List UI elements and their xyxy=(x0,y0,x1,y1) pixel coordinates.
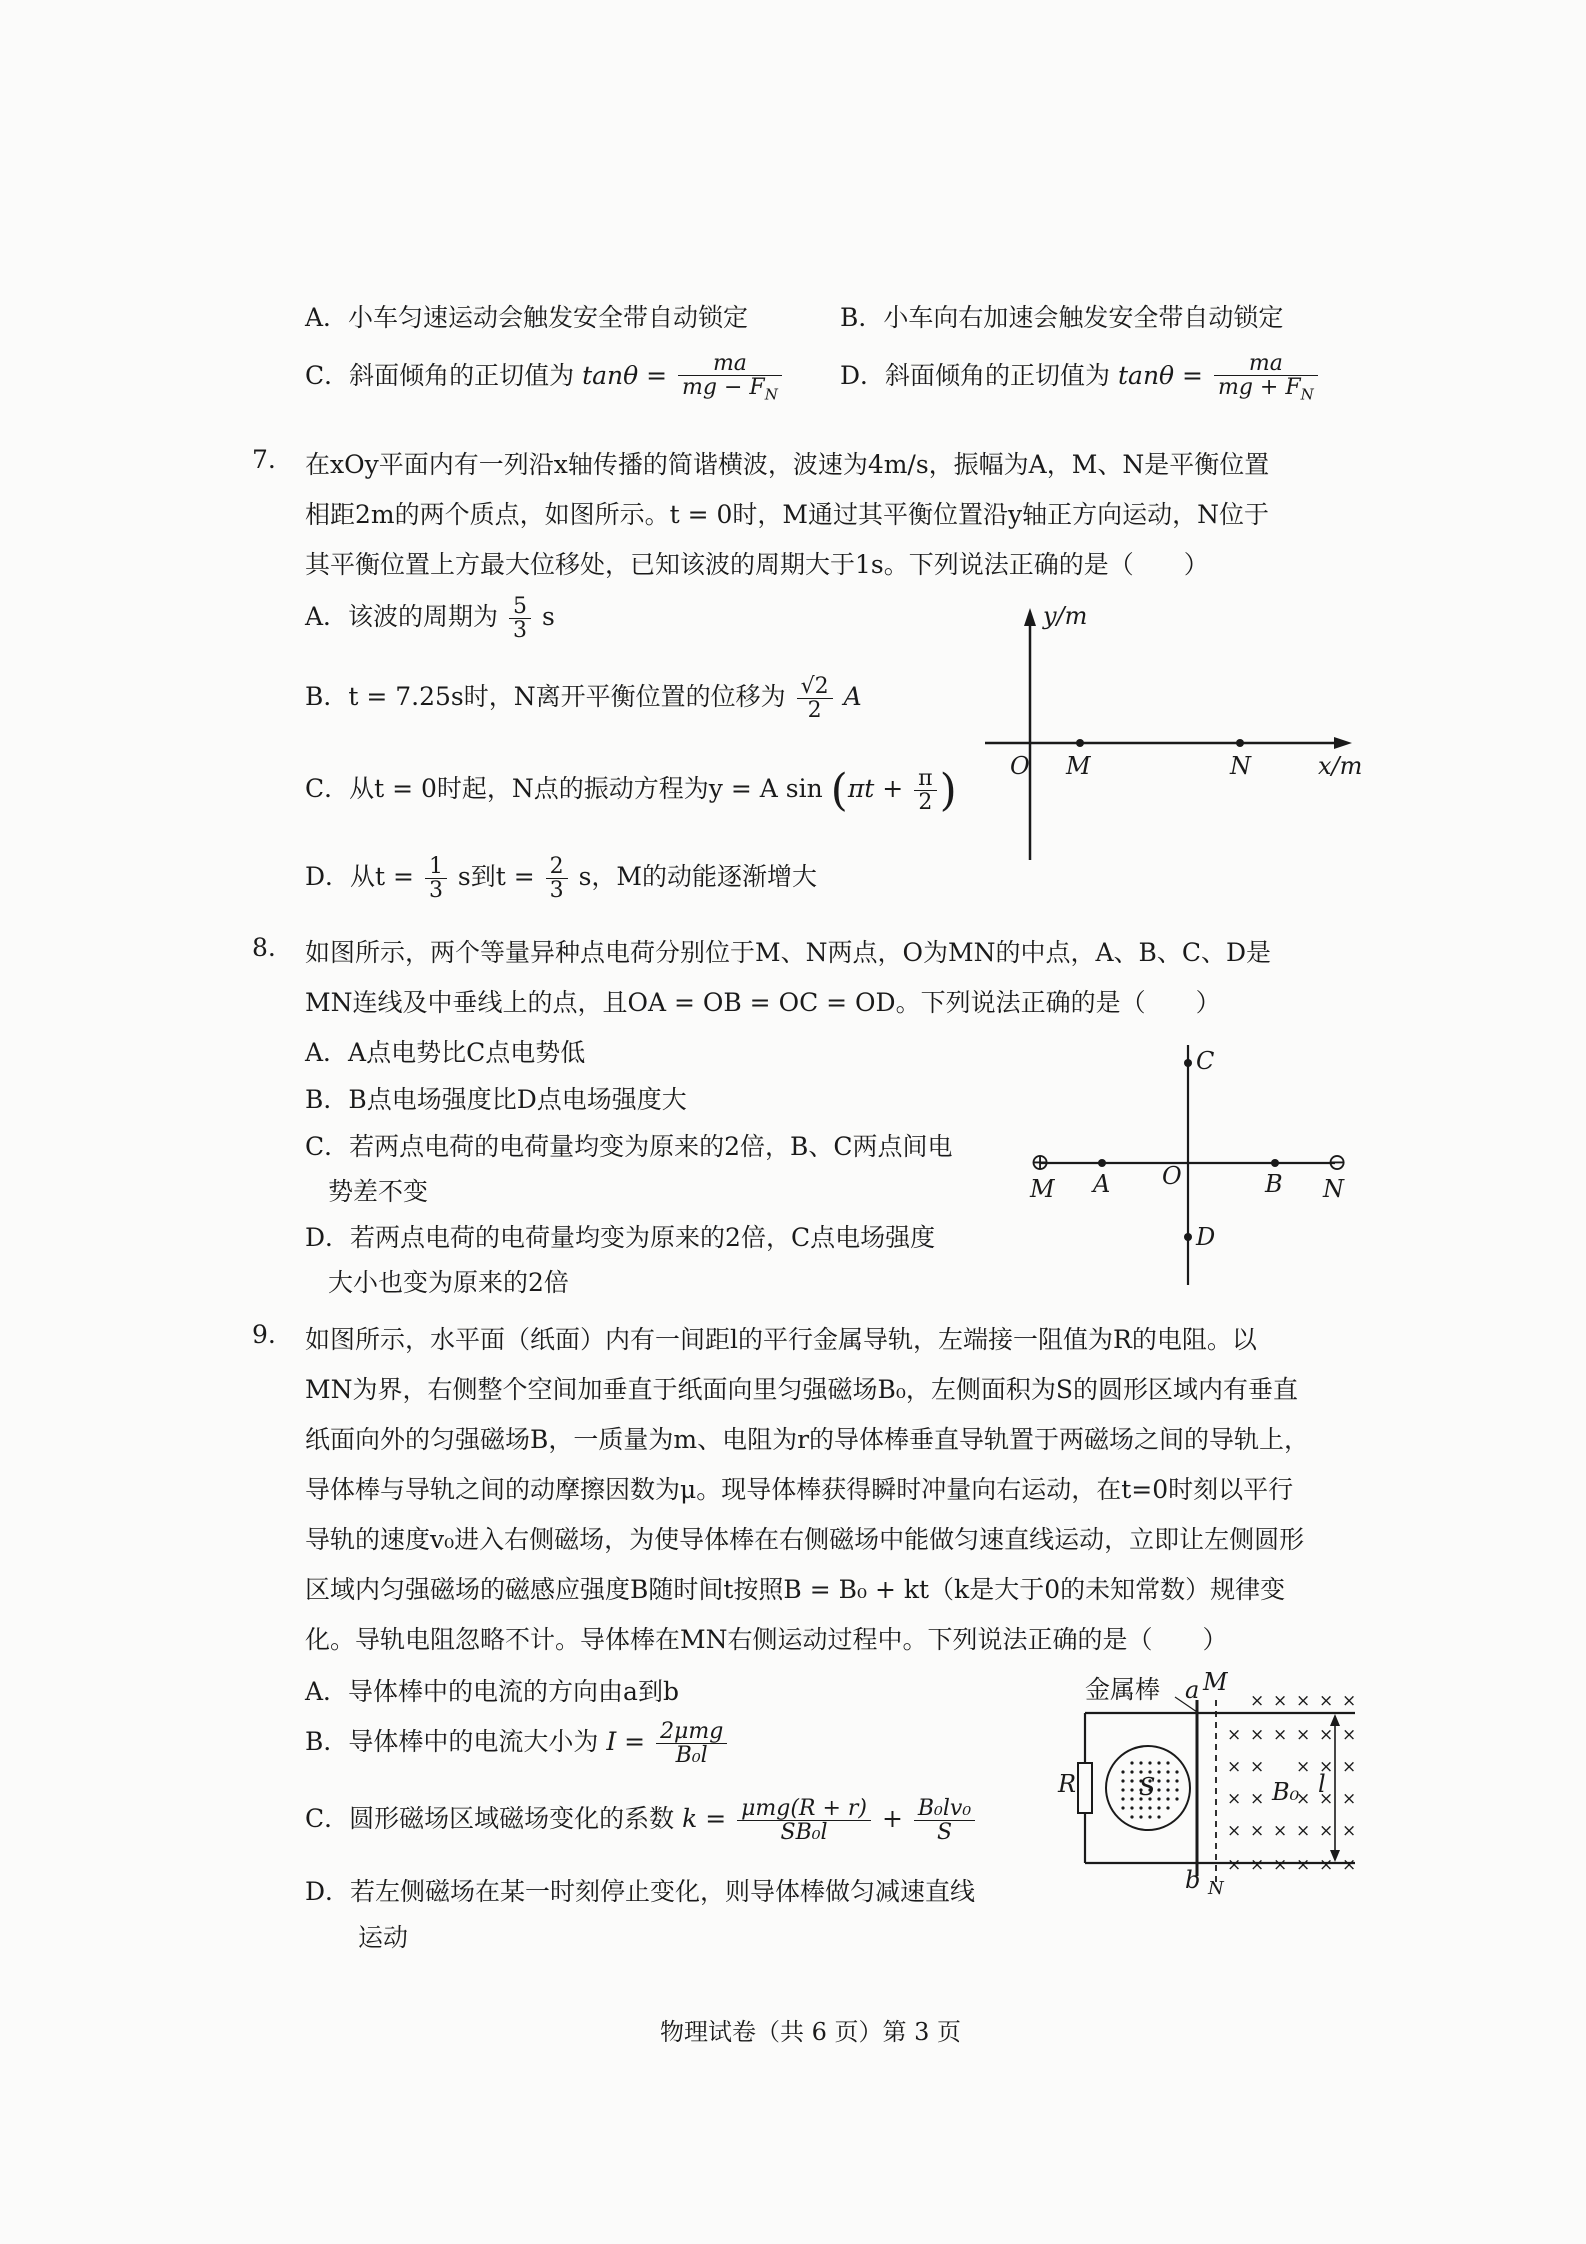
q7-d-den1: 3 xyxy=(428,878,443,904)
q7-x-label: x/m xyxy=(1318,752,1363,780)
q6-d-text: D．斜面倾角的正切值为 xyxy=(840,361,1111,391)
field-dot xyxy=(1130,1797,1133,1800)
q9-r-label: R xyxy=(1058,1770,1077,1798)
field-cross: × xyxy=(1273,1725,1288,1745)
q8-d-label: D xyxy=(1196,1223,1216,1251)
q8-stem-line-2: MN连线及中垂线上的点，且OA = OB = OC = OD。下列说法正确的是（ ） xyxy=(305,988,1221,1017)
q7-c-num: π xyxy=(914,767,936,791)
q7-stem-line-2: 相距2m的两个质点，如图所示。t = 0时，M通过其平衡位置沿y轴正方向运动，N位于 xyxy=(305,500,1270,529)
q7-n-label: N xyxy=(1230,752,1251,780)
field-cross: × xyxy=(1227,1855,1242,1875)
q9-c-lhs: k = xyxy=(682,1804,727,1834)
field-cross: × xyxy=(1296,1725,1311,1745)
q7-number: 7. xyxy=(252,445,276,474)
q6-c-num: ma xyxy=(678,352,782,376)
q7-a-text: A．该波的周期为 xyxy=(305,602,499,632)
field-cross: × xyxy=(1319,1789,1334,1809)
field-cross: × xyxy=(1227,1757,1242,1777)
field-dot xyxy=(1166,1761,1169,1764)
field-cross: × xyxy=(1250,1691,1265,1711)
field-cross: × xyxy=(1319,1725,1334,1745)
q8-option-c-line-2[interactable]: 势差不变 xyxy=(328,1177,429,1206)
q7-d-num2: 2 xyxy=(546,855,568,879)
q7-c-paren-right: ) xyxy=(939,765,957,816)
field-dot xyxy=(1139,1761,1142,1764)
field-cross: × xyxy=(1296,1855,1311,1875)
q9-c-den2: S xyxy=(936,1820,953,1846)
field-dot xyxy=(1148,1761,1151,1764)
field-dot xyxy=(1130,1815,1133,1818)
field-cross: × xyxy=(1273,1855,1288,1875)
field-cross: × xyxy=(1319,1855,1334,1875)
field-cross: × xyxy=(1342,1725,1357,1745)
field-cross: × xyxy=(1273,1821,1288,1841)
q8-option-d-line-2[interactable]: 大小也变为原来的2倍 xyxy=(328,1268,569,1297)
q7-stem-line-1: 在xOy平面内有一列沿x轴传播的简谐横波，波速为4m/s，振幅为A，M、N是平衡位置 xyxy=(305,450,1270,479)
field-dot xyxy=(1130,1779,1133,1782)
q8-a-label: A xyxy=(1093,1170,1111,1198)
q7-a-unit: s xyxy=(541,602,555,632)
q6-c-lhs: tanθ = xyxy=(582,361,668,391)
q7-d-tail: s，M的动能逐渐增大 xyxy=(578,862,818,892)
field-dot xyxy=(1130,1788,1133,1791)
field-dot xyxy=(1139,1806,1142,1809)
field-dot xyxy=(1121,1788,1124,1791)
q8-minus-charge-icon: ⊖ xyxy=(1327,1148,1348,1176)
field-dot xyxy=(1121,1770,1124,1773)
q9-option-d-line-2[interactable]: 运动 xyxy=(358,1923,409,1952)
page-footer: 物理试卷（共 6 页）第 3 页 xyxy=(660,2018,962,2046)
field-dot xyxy=(1175,1788,1178,1791)
q8-b-label: B xyxy=(1265,1170,1283,1198)
q9-rod-label: 金属棒 xyxy=(1085,1675,1161,1704)
field-cross: × xyxy=(1319,1691,1334,1711)
q7-a-den: 3 xyxy=(513,618,528,644)
field-cross: × xyxy=(1296,1691,1311,1711)
field-cross: × xyxy=(1342,1691,1357,1711)
q9-c-num2: B₀lv₀ xyxy=(914,1797,975,1821)
field-cross: × xyxy=(1227,1789,1242,1809)
field-dot xyxy=(1175,1797,1178,1800)
q8-plus-charge-icon: ⊕ xyxy=(1030,1148,1051,1176)
q8-o-label: O xyxy=(1162,1162,1182,1190)
q8-c-label: C xyxy=(1196,1047,1215,1075)
field-cross: × xyxy=(1273,1691,1288,1711)
field-dot xyxy=(1175,1779,1178,1782)
q9-c-plus: + xyxy=(881,1804,903,1834)
field-dot xyxy=(1139,1815,1142,1818)
q6-d-lhs: tanθ = xyxy=(1118,361,1203,391)
q9-l-label: l xyxy=(1318,1770,1326,1798)
field-cross: × xyxy=(1227,1725,1242,1745)
field-dot xyxy=(1130,1806,1133,1809)
q9-b-den: B₀l xyxy=(675,1743,708,1769)
field-dot xyxy=(1121,1779,1124,1782)
field-dot xyxy=(1130,1770,1133,1773)
field-dot xyxy=(1157,1797,1160,1800)
q9-b-lhs: I = xyxy=(606,1727,646,1757)
q6-d-den-sub: N xyxy=(1300,385,1314,404)
q6-d-den: mg + F xyxy=(1217,375,1301,401)
field-dot xyxy=(1166,1806,1169,1809)
q9-stem-line-5: 导轨的速度v₀进入右侧磁场，为使导体棒在右侧磁场中能做匀速直线运动，立即让左侧圆形 xyxy=(305,1525,1305,1554)
q8-number: 8. xyxy=(252,933,276,962)
q7-c-text: C．从t = 0时起，N点的振动方程为y = A sin xyxy=(305,774,823,803)
field-cross: × xyxy=(1250,1855,1265,1875)
q7-a-num: 5 xyxy=(509,595,531,619)
q6-c-den: mg − F xyxy=(682,375,765,401)
field-cross: × xyxy=(1250,1821,1265,1841)
q9-option-a[interactable]: A．导体棒中的电流的方向由a到b xyxy=(305,1677,679,1706)
field-dot xyxy=(1175,1770,1178,1773)
field-dot xyxy=(1157,1788,1160,1791)
q7-b-den: 2 xyxy=(807,698,822,724)
q9-c-num1: μmg(R + r) xyxy=(737,1797,871,1821)
field-dot xyxy=(1121,1797,1124,1800)
field-cross: × xyxy=(1342,1789,1357,1809)
q8-option-b[interactable]: B．B点电场强度比D点电场强度大 xyxy=(305,1085,687,1114)
q9-m-label: M xyxy=(1203,1668,1228,1696)
field-cross: × xyxy=(1250,1725,1265,1745)
q7-b-num: √2 xyxy=(797,675,833,699)
field-cross: × xyxy=(1319,1757,1334,1777)
q7-y-label: y/m xyxy=(1043,602,1088,630)
q9-c-text: C．圆形磁场区域磁场变化的系数 xyxy=(305,1804,675,1834)
q9-stem-line-4: 导体棒与导轨之间的动摩擦因数为μ。现导体棒获得瞬时冲量向右运动，在t=0时刻以平行 xyxy=(305,1475,1294,1504)
field-dot xyxy=(1157,1779,1160,1782)
q8-m-label: M xyxy=(1030,1175,1055,1203)
field-dot xyxy=(1166,1797,1169,1800)
q9-number: 9. xyxy=(252,1320,276,1349)
q7-b-unit: A xyxy=(843,682,862,712)
q7-c-arg: πt + xyxy=(847,774,904,803)
q9-stem-line-7: 化。导轨电阻忽略不计。导体棒在MN右侧运动过程中。下列说法正确的是（ ） xyxy=(305,1625,1228,1654)
q8-option-c-line-1[interactable]: C．若两点电荷的电荷量均变为原来的2倍，B、C两点间电 xyxy=(305,1132,953,1161)
field-dot xyxy=(1166,1770,1169,1773)
q9-c-den1: SB₀l xyxy=(780,1820,828,1846)
field-dot xyxy=(1148,1815,1151,1818)
field-dot xyxy=(1166,1788,1169,1791)
q8-option-d-line-1[interactable]: D．若两点电荷的电荷量均变为原来的2倍，C点电场强度 xyxy=(305,1223,936,1252)
q7-d-text: D．从t = xyxy=(305,862,414,892)
q9-stem-line-2: MN为界，右侧整个空间加垂直于纸面向里匀强磁场B₀，左侧面积为S的圆形区域内有垂直 xyxy=(305,1375,1298,1404)
field-dot xyxy=(1130,1761,1133,1764)
q7-m-label: M xyxy=(1066,752,1091,780)
field-cross: × xyxy=(1250,1757,1265,1777)
q9-b0-label: B₀ xyxy=(1272,1778,1300,1806)
q8-n-label: N xyxy=(1323,1175,1344,1203)
q6-option-a[interactable]: A．小车匀速运动会触发安全带自动锁定 xyxy=(305,303,749,332)
q9-a-label: a xyxy=(1185,1676,1200,1704)
field-cross: × xyxy=(1319,1821,1334,1841)
q6-option-b[interactable]: B．小车向右加速会触发安全带自动锁定 xyxy=(840,303,1284,332)
q9-resistor xyxy=(1078,1763,1092,1813)
field-cross: × xyxy=(1227,1821,1242,1841)
q7-c-den: 2 xyxy=(918,790,933,815)
q9-stem-line-1: 如图所示，水平面（纸面）内有一间距l的平行金属导轨，左端接一阻值为R的电阻。以 xyxy=(305,1325,1257,1354)
q6-c-den-sub: N xyxy=(764,385,778,404)
field-dot xyxy=(1157,1770,1160,1773)
q8-option-a[interactable]: A．A点电势比C点电势低 xyxy=(305,1038,586,1067)
q7-origin-label: O xyxy=(1010,752,1030,780)
q9-b-num: 2μmg xyxy=(656,1720,727,1744)
q7-d-mid: s到t = xyxy=(457,862,535,892)
q7-c-paren-left: ( xyxy=(830,765,848,816)
q6-d-num: ma xyxy=(1214,352,1318,376)
field-dot xyxy=(1166,1779,1169,1782)
q9-stem-line-3: 纸面向外的匀强磁场B，一质量为m、电阻为r的导体棒垂直导轨置于两磁场之间的导轨上， xyxy=(305,1425,1310,1454)
field-cross: × xyxy=(1342,1757,1357,1777)
q6-c-text: C．斜面倾角的正切值为 xyxy=(305,361,575,391)
field-cross: × xyxy=(1296,1789,1311,1809)
q8-stem-line-1: 如图所示，两个等量异种点电荷分别位于M、N两点，O为MN的中点，A、B、C、D是 xyxy=(305,938,1272,967)
q9-b-label: b xyxy=(1185,1866,1201,1894)
field-dot xyxy=(1157,1815,1160,1818)
q9-b-text: B．导体棒中的电流大小为 xyxy=(305,1727,599,1757)
field-cross: × xyxy=(1342,1821,1357,1841)
field-dot xyxy=(1148,1806,1151,1809)
field-dot xyxy=(1121,1806,1124,1809)
field-dot xyxy=(1157,1761,1160,1764)
field-dot xyxy=(1157,1806,1160,1809)
q7-d-num1: 1 xyxy=(425,855,447,879)
q9-s-label: S xyxy=(1139,1773,1156,1801)
q7-stem-line-3: 其平衡位置上方最大位移处，已知该波的周期大于1s。下列说法正确的是（ ） xyxy=(305,550,1209,579)
q9-stem-line-6: 区域内匀强磁场的磁感应强度B随时间t按照B = B₀ + kt（k是大于0的未知常数）规律变 xyxy=(305,1575,1286,1604)
q7-b-text: B．t = 7.25s时，N离开平衡位置的位移为 xyxy=(305,682,786,712)
field-cross: × xyxy=(1342,1855,1357,1875)
field-cross: × xyxy=(1296,1757,1311,1777)
field-cross: × xyxy=(1250,1789,1265,1809)
q9-n-label: N xyxy=(1208,1878,1224,1899)
field-cross: × xyxy=(1296,1821,1311,1841)
q9-option-d-line-1[interactable]: D．若左侧磁场在某一时刻停止变化，则导体棒做匀减速直线 xyxy=(305,1877,976,1906)
q7-d-den2: 3 xyxy=(549,878,564,904)
